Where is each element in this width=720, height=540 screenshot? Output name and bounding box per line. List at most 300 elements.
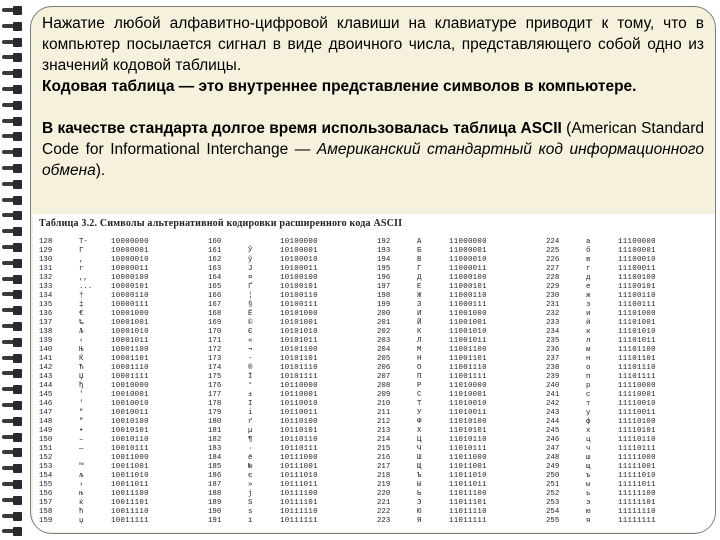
table-row bbox=[546, 265, 713, 274]
binary-cell: 11001111 bbox=[449, 373, 487, 381]
symbol-cell: Ј bbox=[248, 265, 253, 273]
symbol-cell: ќ bbox=[79, 499, 84, 507]
code-cell: 229 bbox=[546, 283, 560, 291]
binary-cell: 11100011 bbox=[618, 265, 656, 273]
code-cell: 132 bbox=[39, 274, 53, 282]
code-cell: 208 bbox=[377, 382, 391, 390]
code-cell: 241 bbox=[546, 391, 560, 399]
symbol-cell: р bbox=[586, 382, 591, 390]
symbol-cell: § bbox=[248, 301, 253, 309]
binary-cell: 10110010 bbox=[280, 400, 318, 408]
table-row bbox=[377, 463, 544, 472]
table-row bbox=[208, 256, 375, 265]
code-cell: 232 bbox=[546, 310, 560, 318]
symbol-cell: б bbox=[586, 247, 591, 255]
table-row bbox=[39, 382, 206, 391]
symbol-cell: в bbox=[586, 256, 591, 264]
symbol-cell: Ґ bbox=[248, 283, 253, 291]
symbol-cell: № bbox=[248, 463, 253, 471]
code-cell: 184 bbox=[208, 454, 222, 462]
code-cell: 162 bbox=[208, 256, 222, 264]
definition-text: Кодовая таблица — это внутреннее представление символов в компьютере. bbox=[42, 78, 637, 95]
symbol-cell: ш bbox=[586, 454, 591, 462]
table-row bbox=[546, 274, 713, 283]
table-row bbox=[208, 427, 375, 436]
code-cell: 250 bbox=[546, 472, 560, 480]
table-row bbox=[546, 301, 713, 310]
binary-cell: 10110100 bbox=[280, 418, 318, 426]
symbol-cell: њ bbox=[79, 490, 84, 498]
binary-cell: 11100111 bbox=[618, 301, 656, 309]
binding-ring-icon bbox=[2, 227, 22, 236]
code-cell: 145 bbox=[39, 391, 53, 399]
binding-ring-icon bbox=[2, 448, 22, 457]
table-row bbox=[39, 373, 206, 382]
binary-cell: 10110011 bbox=[280, 409, 318, 417]
binary-cell: 11101110 bbox=[618, 364, 656, 372]
table-row bbox=[546, 400, 713, 409]
table-row bbox=[546, 445, 713, 454]
binary-cell: 11011001 bbox=[449, 463, 487, 471]
symbol-cell: т bbox=[586, 400, 591, 408]
code-cell: 155 bbox=[39, 481, 53, 489]
symbol-cell: » bbox=[248, 481, 253, 489]
binary-cell: 11000101 bbox=[449, 283, 487, 291]
code-cell: 139 bbox=[39, 337, 53, 345]
symbol-cell: ф bbox=[586, 418, 591, 426]
symbol-cell: € bbox=[79, 310, 84, 318]
binary-cell: 11010110 bbox=[449, 436, 487, 444]
ascii-closing-paren: ). bbox=[95, 162, 106, 179]
binary-cell: 11101100 bbox=[618, 346, 656, 354]
table-row bbox=[377, 274, 544, 283]
binary-cell: 10010000 bbox=[111, 382, 149, 390]
binary-cell: 11001101 bbox=[449, 355, 487, 363]
binding-ring-icon bbox=[2, 148, 22, 157]
symbol-cell: ¦ bbox=[248, 292, 253, 300]
binary-cell: 10100001 bbox=[280, 247, 318, 255]
code-cell: 178 bbox=[208, 400, 222, 408]
code-cell: 253 bbox=[546, 499, 560, 507]
table-row bbox=[377, 472, 544, 481]
code-cell: 189 bbox=[208, 499, 222, 507]
table-row bbox=[546, 283, 713, 292]
binding-ring-icon bbox=[2, 354, 22, 363]
binary-cell: 10010111 bbox=[111, 445, 149, 453]
symbol-cell: љ bbox=[79, 472, 84, 480]
binary-cell: 11001010 bbox=[449, 328, 487, 336]
binary-cell: 11011000 bbox=[449, 454, 487, 462]
binary-cell: 11010101 bbox=[449, 427, 487, 435]
symbol-cell: Ї bbox=[248, 373, 253, 381]
code-cell: 129 bbox=[39, 247, 53, 255]
code-cell: 195 bbox=[377, 265, 391, 273]
code-cell: 153 bbox=[39, 463, 53, 471]
code-cell: 210 bbox=[377, 400, 391, 408]
binary-cell: 10101000 bbox=[280, 310, 318, 318]
code-cell: 255 bbox=[546, 517, 560, 525]
code-cell: 211 bbox=[377, 409, 391, 417]
binary-cell: 11111100 bbox=[618, 490, 656, 498]
code-cell: 147 bbox=[39, 409, 53, 417]
symbol-cell: з bbox=[586, 301, 591, 309]
binary-cell: 11100110 bbox=[618, 292, 656, 300]
symbol-cell: ± bbox=[248, 391, 253, 399]
symbol-cell: ' bbox=[79, 400, 84, 408]
symbol-cell: - bbox=[248, 355, 253, 363]
table-row bbox=[546, 409, 713, 418]
binding-ring-icon bbox=[2, 464, 22, 473]
code-cell: 191 bbox=[208, 517, 222, 525]
binding-ring-icon bbox=[2, 527, 22, 536]
symbol-cell: Ч bbox=[417, 445, 422, 453]
symbol-cell: Ё bbox=[248, 310, 253, 318]
code-cell: 202 bbox=[377, 328, 391, 336]
code-cell: 193 bbox=[377, 247, 391, 255]
code-cell: 244 bbox=[546, 418, 560, 426]
symbol-cell bbox=[79, 454, 111, 463]
code-cell: 180 bbox=[208, 418, 222, 426]
code-cell: 205 bbox=[377, 355, 391, 363]
code-cell: 235 bbox=[546, 337, 560, 345]
table-row bbox=[546, 418, 713, 427]
symbol-cell: Ћ bbox=[79, 364, 84, 372]
symbol-cell: ‰ bbox=[79, 319, 84, 327]
binding-ring-icon bbox=[2, 433, 22, 442]
symbol-cell: и bbox=[586, 310, 591, 318]
table-row bbox=[377, 445, 544, 454]
binary-cell: 10100100 bbox=[280, 274, 318, 282]
binary-cell: 11011101 bbox=[449, 499, 487, 507]
table-row bbox=[208, 454, 375, 463]
code-cell: 220 bbox=[377, 490, 391, 498]
symbol-cell: М bbox=[417, 346, 422, 354]
code-cell: 156 bbox=[39, 490, 53, 498]
table-row bbox=[208, 481, 375, 490]
code-cell: 130 bbox=[39, 256, 53, 264]
table-row bbox=[546, 256, 713, 265]
code-cell: 164 bbox=[208, 274, 222, 282]
binary-cell: 11100101 bbox=[618, 283, 656, 291]
binding-ring-icon bbox=[2, 53, 22, 62]
symbol-cell: ы bbox=[586, 481, 591, 489]
binary-cell: 11110111 bbox=[618, 445, 656, 453]
table-column bbox=[377, 238, 544, 530]
table-row bbox=[377, 238, 544, 247]
table-row bbox=[39, 409, 206, 418]
binary-cell: 11100010 bbox=[618, 256, 656, 264]
table-row bbox=[377, 391, 544, 400]
table-row bbox=[546, 481, 713, 490]
code-cell: 190 bbox=[208, 508, 222, 516]
code-cell: 214 bbox=[377, 436, 391, 444]
binding-ring-icon bbox=[2, 259, 22, 268]
table-row bbox=[377, 409, 544, 418]
binary-cell: 10101001 bbox=[280, 319, 318, 327]
code-cell: 154 bbox=[39, 472, 53, 480]
code-cell: 243 bbox=[546, 409, 560, 417]
symbol-cell: с bbox=[586, 391, 591, 399]
binding-ring-icon bbox=[2, 417, 22, 426]
code-cell: 216 bbox=[377, 454, 391, 462]
symbol-cell: ® bbox=[248, 364, 253, 372]
binary-cell: 10010101 bbox=[111, 427, 149, 435]
binary-cell: 11001100 bbox=[449, 346, 487, 354]
table-row bbox=[377, 328, 544, 337]
binding-ring-icon bbox=[2, 512, 22, 521]
code-cell: 247 bbox=[546, 445, 560, 453]
binary-cell: 10111110 bbox=[280, 508, 318, 516]
code-cell: 174 bbox=[208, 364, 222, 372]
binding-ring-icon bbox=[2, 196, 22, 205]
table-row bbox=[208, 238, 375, 247]
binary-cell: 10011010 bbox=[111, 472, 149, 480]
symbol-cell: Ќ bbox=[79, 355, 84, 363]
code-cell: 249 bbox=[546, 463, 560, 471]
table-caption: Таблица 3.2. Символы альтернативной кодировки расширенного кода ASCII bbox=[39, 218, 403, 229]
binding-ring-icon bbox=[2, 306, 22, 315]
binary-cell: 10001010 bbox=[111, 328, 149, 336]
table-row bbox=[208, 382, 375, 391]
symbol-cell: Љ bbox=[79, 328, 84, 336]
symbol-cell: ї bbox=[248, 517, 253, 525]
binary-cell: 11110100 bbox=[618, 418, 656, 426]
code-cell: 148 bbox=[39, 418, 53, 426]
code-cell: 212 bbox=[377, 418, 391, 426]
code-cell: 237 bbox=[546, 355, 560, 363]
table-row bbox=[39, 463, 206, 472]
symbol-cell: Р bbox=[417, 382, 422, 390]
binary-cell: 10000011 bbox=[111, 265, 149, 273]
symbol-cell: у bbox=[586, 409, 591, 417]
symbol-cell: ђ bbox=[79, 382, 84, 390]
table-row bbox=[208, 418, 375, 427]
table-row bbox=[546, 346, 713, 355]
symbol-cell: щ bbox=[586, 463, 591, 471]
code-cell: 240 bbox=[546, 382, 560, 390]
symbol-cell: › bbox=[79, 481, 84, 489]
table-row bbox=[546, 382, 713, 391]
code-cell: 173 bbox=[208, 355, 222, 363]
binary-cell: 10010110 bbox=[111, 436, 149, 444]
symbol-cell: Ф bbox=[417, 418, 422, 426]
binary-cell: 11010100 bbox=[449, 418, 487, 426]
symbol-cell: , bbox=[79, 256, 84, 264]
binary-cell: 11010000 bbox=[449, 382, 487, 390]
code-cell: 143 bbox=[39, 373, 53, 381]
binary-cell: 11011010 bbox=[449, 472, 487, 480]
symbol-cell: ‹ bbox=[79, 337, 84, 345]
table-row bbox=[377, 373, 544, 382]
code-cell: 245 bbox=[546, 427, 560, 435]
symbol-cell: Т- bbox=[79, 238, 88, 246]
binding-ring-icon bbox=[2, 338, 22, 347]
symbol-cell: В bbox=[417, 256, 422, 264]
paragraph-code-table-definition bbox=[42, 76, 704, 97]
code-cell: 187 bbox=[208, 481, 222, 489]
binary-cell: 10001100 bbox=[111, 346, 149, 354]
code-cell: 170 bbox=[208, 328, 222, 336]
code-cell: 169 bbox=[208, 319, 222, 327]
binary-cell: 10110000 bbox=[280, 382, 318, 390]
table-row bbox=[39, 364, 206, 373]
binding-ring-icon bbox=[2, 322, 22, 331]
binary-cell: 11100001 bbox=[618, 247, 656, 255]
code-cell: 223 bbox=[377, 517, 391, 525]
binary-cell: 10110110 bbox=[280, 436, 318, 444]
symbol-cell: ™ bbox=[79, 463, 84, 471]
table-row bbox=[208, 445, 375, 454]
symbol-cell: Б bbox=[417, 247, 422, 255]
binary-cell: 11000100 bbox=[449, 274, 487, 282]
table-row bbox=[546, 472, 713, 481]
table-row bbox=[208, 310, 375, 319]
code-cell: 183 bbox=[208, 445, 222, 453]
binary-cell: 10111111 bbox=[280, 517, 318, 525]
table-row bbox=[208, 463, 375, 472]
table-row bbox=[546, 490, 713, 499]
code-cell: 176 bbox=[208, 382, 222, 390]
binary-cell: 11110101 bbox=[618, 427, 656, 435]
binary-cell: 11111111 bbox=[618, 517, 656, 525]
ascii-extended-table-image bbox=[33, 214, 715, 532]
binding-ring-icon bbox=[2, 290, 22, 299]
table-row bbox=[377, 400, 544, 409]
table-row bbox=[546, 436, 713, 445]
symbol-cell: ж bbox=[586, 292, 591, 300]
binary-cell: 11110001 bbox=[618, 391, 656, 399]
symbol-cell: є bbox=[248, 472, 253, 480]
code-cell: 161 bbox=[208, 247, 222, 255]
paragraph-keypress bbox=[42, 13, 704, 76]
table-row bbox=[377, 481, 544, 490]
table-row bbox=[39, 292, 206, 301]
binary-cell: 10010010 bbox=[111, 400, 149, 408]
table-row bbox=[546, 517, 713, 526]
code-cell: 199 bbox=[377, 301, 391, 309]
binary-cell: 11101000 bbox=[618, 310, 656, 318]
table-row bbox=[208, 517, 375, 526]
code-cell: 224 bbox=[546, 238, 560, 246]
code-cell: 217 bbox=[377, 463, 391, 471]
code-cell: 140 bbox=[39, 346, 53, 354]
code-cell: 234 bbox=[546, 328, 560, 336]
table-row bbox=[39, 436, 206, 445]
table-row bbox=[39, 328, 206, 337]
table-column bbox=[208, 238, 375, 530]
binary-cell: 10000101 bbox=[111, 283, 149, 291]
table-row bbox=[39, 337, 206, 346]
symbol-cell: Е bbox=[417, 283, 422, 291]
symbol-cell: Г bbox=[417, 265, 422, 273]
binary-cell: 11010011 bbox=[449, 409, 487, 417]
table-row bbox=[208, 490, 375, 499]
table-row bbox=[377, 256, 544, 265]
symbol-cell: Ы bbox=[417, 481, 422, 489]
symbol-cell: © bbox=[248, 319, 253, 327]
symbol-cell: э bbox=[586, 499, 591, 507]
binary-cell: 11101101 bbox=[618, 355, 656, 363]
binding-ring-icon bbox=[2, 69, 22, 78]
code-cell: 128 bbox=[39, 238, 53, 246]
binary-cell: 11001001 bbox=[449, 319, 487, 327]
table-row bbox=[546, 247, 713, 256]
symbol-cell: Т bbox=[417, 400, 422, 408]
binary-cell: 10001001 bbox=[111, 319, 149, 327]
symbol-cell: Л bbox=[417, 337, 422, 345]
symbol-cell bbox=[248, 238, 280, 247]
table-row bbox=[208, 499, 375, 508]
symbol-cell: я bbox=[586, 517, 591, 525]
binary-cell: 10010001 bbox=[111, 391, 149, 399]
symbol-cell: Г bbox=[79, 247, 84, 255]
binary-cell: 10111010 bbox=[280, 472, 318, 480]
binary-cell: 11111101 bbox=[618, 499, 656, 507]
symbol-cell: п bbox=[586, 373, 591, 381]
table-row bbox=[39, 391, 206, 400]
table-row bbox=[377, 454, 544, 463]
code-cell: 204 bbox=[377, 346, 391, 354]
code-cell: 158 bbox=[39, 508, 53, 516]
table-row bbox=[39, 499, 206, 508]
table-row bbox=[39, 319, 206, 328]
code-cell: 186 bbox=[208, 472, 222, 480]
table-row bbox=[377, 337, 544, 346]
code-cell: 221 bbox=[377, 499, 391, 507]
table-row bbox=[546, 310, 713, 319]
code-cell: 149 bbox=[39, 427, 53, 435]
code-cell: 225 bbox=[546, 247, 560, 255]
binary-cell: 11000110 bbox=[449, 292, 487, 300]
symbol-cell: л bbox=[586, 337, 591, 345]
code-cell: 135 bbox=[39, 301, 53, 309]
table-row bbox=[208, 283, 375, 292]
symbol-cell: й bbox=[586, 319, 591, 327]
table-row bbox=[39, 517, 206, 526]
symbol-cell: Ж bbox=[417, 292, 422, 300]
table-row bbox=[39, 274, 206, 283]
binary-cell: 11000111 bbox=[449, 301, 487, 309]
symbol-cell: ¬ bbox=[248, 346, 253, 354]
symbol-cell: і bbox=[248, 409, 253, 417]
binary-cell: 10000010 bbox=[111, 256, 149, 264]
code-cell: 228 bbox=[546, 274, 560, 282]
symbol-cell: ј bbox=[248, 490, 253, 498]
table-row bbox=[546, 463, 713, 472]
slide-page bbox=[30, 6, 716, 534]
binary-cell: 10011110 bbox=[111, 508, 149, 516]
code-cell: 163 bbox=[208, 265, 222, 273]
code-cell: 215 bbox=[377, 445, 391, 453]
table-row bbox=[39, 256, 206, 265]
symbol-cell: ' bbox=[79, 391, 84, 399]
binary-cell: 10100011 bbox=[280, 265, 318, 273]
binding-ring-icon bbox=[2, 496, 22, 505]
table-row bbox=[377, 490, 544, 499]
code-cell: 150 bbox=[39, 436, 53, 444]
code-cell: 133 bbox=[39, 283, 53, 291]
binary-cell: 11111001 bbox=[618, 463, 656, 471]
code-cell: 185 bbox=[208, 463, 222, 471]
binary-cell: 11001000 bbox=[449, 310, 487, 318]
binary-cell: 10011100 bbox=[111, 490, 149, 498]
symbol-cell: " bbox=[79, 418, 84, 426]
symbol-cell: Ъ bbox=[417, 472, 422, 480]
binary-cell: 10111101 bbox=[280, 499, 318, 507]
symbol-cell: ч bbox=[586, 445, 591, 453]
table-row bbox=[39, 265, 206, 274]
code-cell: 198 bbox=[377, 292, 391, 300]
